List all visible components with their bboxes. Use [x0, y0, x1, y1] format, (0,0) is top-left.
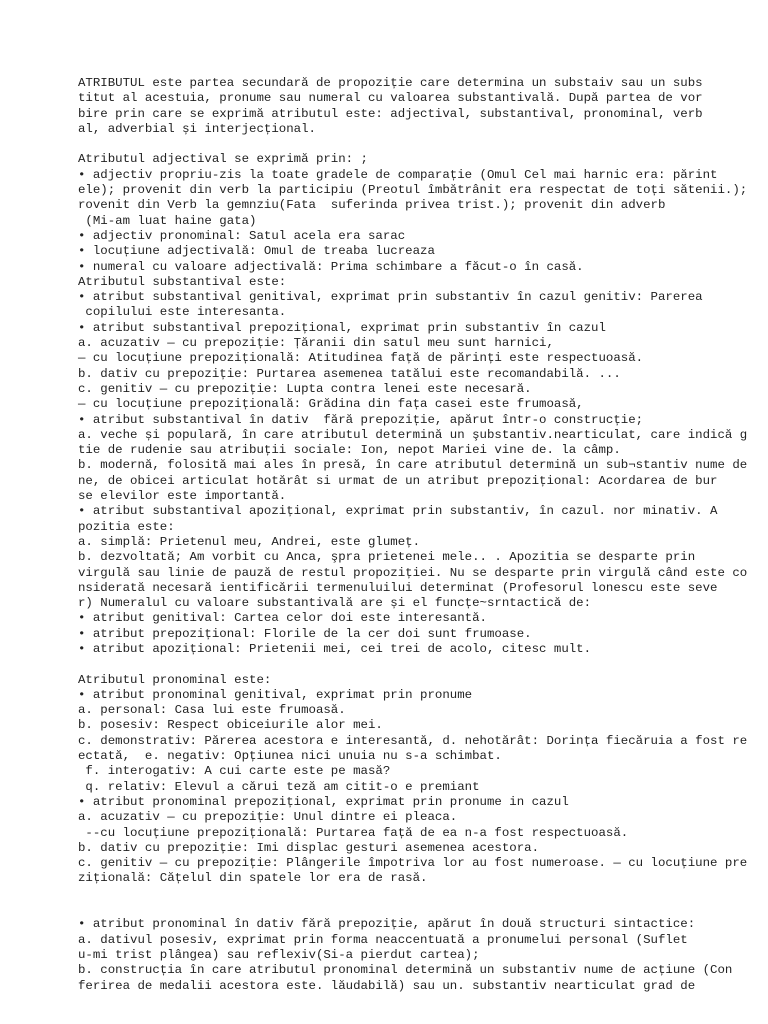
text-line: b. dezvoltată; Am vorbit cu Anca, şpra prietenei mele.. . Apozitia se desparte prin	[78, 550, 696, 565]
text-line: Atributul pronominal este:	[78, 672, 272, 687]
text-line: zițională: Cățelul din spatele lor era de rasă.	[78, 871, 428, 886]
text-line: • locuțiune adjectivală: Omul de treaba lucreaza	[78, 244, 435, 259]
text-line: • adjectiv pronominal: Satul acela era sarac	[78, 228, 406, 243]
text-line: b. dativ cu prepoziție: Purtarea asemenea tatălui este recomandabilă. ...	[78, 366, 621, 381]
text-line: • atribut substantival apozițional, exprimat prin substantiv, în cazul. nor minativ. A	[78, 504, 718, 519]
text-line: ne, de obicei articulat hotărât si urmat de un atribut prepozițional: Acordarea de bur	[78, 473, 718, 488]
paragraph-gap	[78, 137, 768, 152]
text-line: b. modernă, folosită mai ales în presă, în care atributul determină un sub¬stantiv nume de	[78, 458, 748, 473]
text-line: a. dativul posesiv, exprimat prin forma neaccentuată a pronumelui personal (Suflet	[78, 932, 688, 947]
text-line: f. interogativ: A cui carte este pe masă?	[78, 764, 391, 779]
text-line: q. relativ: Elevul a cărui teză am citit-o e premiant	[78, 779, 480, 794]
text-line: • numeral cu valoare adjectivală: Prima schimbare a făcut-o în casă.	[78, 259, 584, 274]
text-line: Atributul adjectival se exprimă prin: ;	[78, 152, 368, 167]
text-line: • atribut pronominal prepozițional, exprimat prin pronume in cazul	[78, 794, 569, 809]
text-line: u-mi trist plângea) sau reflexiv(Si-a pierdut cartea);	[78, 947, 480, 962]
text-line: • adjectiv propriu-zis la toate gradele de comparație (Omul Cel mai harnic era: părint	[78, 167, 718, 182]
text-line: al, adverbial și interjecțional.	[78, 121, 316, 136]
text-line: ele); provenit din verb la participiu (Preotul îmbătrânit era respectat de toți sătenii.);	[78, 183, 748, 198]
text-line: c. genitiv — cu prepoziție: Plângerile împotriva lor au fost numeroase. — cu locuțiune pre	[78, 856, 748, 871]
text-line: ectată, e. negativ: Opțiunea nici unuia nu s-a schimbat.	[78, 749, 502, 764]
text-line: virgulă sau linie de pauză de restul propoziției. Nu se desparte prin virgulă când este co	[78, 565, 748, 580]
text-line: rovenit din Verb la gemnziu(Fata suferinda privea trist.); provenit din adverb	[78, 198, 666, 213]
text-line: ATRIBUTUL este partea secundară de propoziție care determina un substaiv sau un subs	[78, 76, 703, 90]
text-line: c. demonstrativ: Părerea acestora e interesantă, d. nehotărât: Dorința fiecăruia a fost re	[78, 733, 748, 748]
intro-paragraph	[78, 76, 768, 137]
text-line: • atribut substantival prepozițional, exprimat prin substantiv în cazul	[78, 320, 606, 335]
text-line: a. acuzativ — cu prepoziție: Țăranii din satul meu sunt harnici,	[78, 336, 554, 351]
text-line: nsiderată necesară ientificării termenuluilui determinat (Profesorul lonescu este seve	[78, 580, 718, 595]
text-line: • atribut prepozițional: Florile de la cer doi sunt frumoase.	[78, 626, 532, 641]
text-line: b. dativ cu prepoziție: Imi displac gesturi asemenea acestora.	[78, 840, 540, 855]
pronominal-section	[78, 673, 768, 887]
text-line: bire prin care se exprimă atributul este: adjectival, substantival, pronominal, verb	[78, 106, 703, 121]
text-line: • atribut genitival: Cartea celor doi este interesantă.	[78, 611, 487, 626]
text-line: a. acuzativ — cu prepoziție: Unul dintre ei pleaca.	[78, 810, 458, 825]
text-line: • atribut pronominal genitival, exprimat prin pronume	[78, 687, 473, 702]
text-line: • atribut pronominal în dativ fără prepoziție, apărut în două structuri sintactice:	[78, 917, 696, 932]
text-line: titut al acestuia, pronume sau numeral cu valoarea substantivală. După partea de vor	[78, 91, 703, 106]
text-line: • atribut substantival în dativ fără prepoziție, apărut într-o construcție;	[78, 412, 644, 427]
text-line: b. construcția în care atributul pronominal determină un substantiv nume de acțiune (Con	[78, 963, 733, 978]
text-line: • atribut substantival genitival, exprimat prin substantiv în cazul genitiv: Parerea	[78, 290, 703, 305]
text-line: a. veche și populară, în care atributul determină un şubstantiv.nearticulat, care indică g	[78, 427, 748, 442]
text-line: se elevilor este importantă.	[78, 489, 287, 504]
text-line: Atributul substantival este:	[78, 274, 287, 289]
text-line: a. simplă: Prietenul meu, Andrei, este glumeț.	[78, 534, 421, 549]
text-line: — cu locuțiune prepozițională: Atitudinea față de părinți este respectuoasă.	[78, 351, 644, 366]
text-line: pozitia este:	[78, 519, 175, 534]
text-line: c. genitiv — cu prepoziție: Lupta contra lenei este necesară.	[78, 381, 532, 396]
paragraph-gap	[78, 887, 768, 918]
text-line: — cu locuțiune prepozițională: Grădina din fața casei este frumoasă,	[78, 397, 584, 412]
dativ-section	[78, 917, 768, 993]
text-line: • atribut apozițional: Prietenii mei, cei trei de acolo, citesc mult.	[78, 641, 592, 656]
text-line: a. personal: Casa lui este frumoasă.	[78, 703, 346, 718]
text-line: tie de rudenie sau atribuții sociale: Ion, nepot Mariei vine de. la câmp.	[78, 443, 621, 458]
paragraph-gap	[78, 657, 768, 672]
adjectival-section	[78, 152, 768, 657]
text-line: b. posesiv: Respect obiceiurile alor mei.	[78, 718, 383, 733]
text-line: --cu locuțiune prepozițională: Purtarea față de ea n-a fost respectuoasă.	[78, 825, 629, 840]
text-line: ferirea de medalii acestora este. lăudabilă) sau un. substantiv nearticulat grad de	[78, 978, 696, 993]
text-line: r) Numeralul cu valoare substantivală are și el funcțe~srntactică de:	[78, 596, 592, 611]
text-line: copilului este interesanta.	[78, 305, 287, 320]
text-line: (Mi-am luat haine gata)	[78, 213, 257, 228]
document-page	[78, 76, 768, 994]
